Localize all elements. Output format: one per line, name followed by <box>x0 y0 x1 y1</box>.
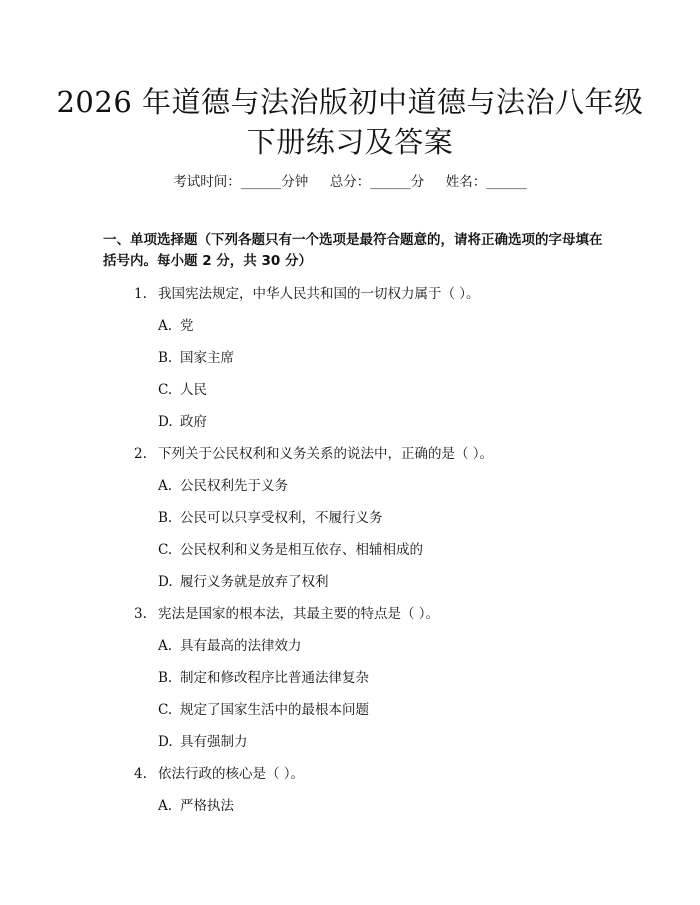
option-text: 国家主席 <box>180 350 234 366</box>
option-2a <box>158 474 288 494</box>
section-heading: 一、单项选择题（下列各题只有一个选项是最符合题意的，请将正确选项的字母填在括号内。每小题 2 分，共 30 分） <box>103 232 603 269</box>
option-2b <box>158 506 383 526</box>
question-3 <box>134 602 439 622</box>
question-text: 依法行政的核心是（ ）。 <box>158 766 305 782</box>
question-number: 1. <box>134 286 147 302</box>
question-1 <box>134 282 480 302</box>
option-text: 公民可以只享受权利，不履行义务 <box>180 510 383 526</box>
option-letter: A. <box>158 318 173 334</box>
option-2d <box>158 570 329 590</box>
option-letter: C. <box>158 542 173 558</box>
option-letter: C. <box>158 702 173 718</box>
question-2 <box>134 442 493 462</box>
option-1d <box>158 410 207 430</box>
option-letter: D. <box>158 414 173 430</box>
option-text: 制定和修改程序比普通法律复杂 <box>180 670 369 686</box>
question-number: 2. <box>134 446 147 462</box>
option-text: 严格执法 <box>180 798 234 814</box>
option-3a <box>158 634 302 654</box>
option-1c <box>158 378 207 398</box>
option-text: 党 <box>180 318 194 334</box>
question-number: 3. <box>134 606 147 622</box>
question-text: 我国宪法规定，中华人民共和国的一切权力属于（ ）。 <box>158 286 480 302</box>
option-letter: A. <box>158 478 173 494</box>
option-3d <box>158 730 248 750</box>
option-text: 政府 <box>180 414 207 430</box>
option-text: 公民权利先于义务 <box>180 478 288 494</box>
option-letter: D. <box>158 734 173 750</box>
question-text: 宪法是国家的根本法，其最主要的特点是（ ）。 <box>158 606 440 622</box>
title-line-2: 下册练习及答案 <box>246 125 454 159</box>
title-line-1: 2026 年道德与法治版初中道德与法治八年级 <box>56 85 644 119</box>
question-4 <box>134 762 304 782</box>
option-text: 规定了国家生活中的最根本问题 <box>180 702 369 718</box>
option-text: 履行义务就是放弃了权利 <box>180 574 329 590</box>
option-3c <box>158 698 369 718</box>
option-4a <box>158 794 234 814</box>
option-letter: D. <box>158 574 173 590</box>
option-letter: B. <box>158 510 173 526</box>
option-letter: B. <box>158 670 173 686</box>
option-text: 具有强制力 <box>180 734 248 750</box>
option-text: 人民 <box>180 382 207 398</box>
option-letter: C. <box>158 382 173 398</box>
exam-info-line: 考试时间：______分钟 总分：______分 姓名：______ <box>173 174 527 190</box>
option-letter: B. <box>158 350 173 366</box>
option-3b <box>158 666 369 686</box>
option-letter: A. <box>158 798 173 814</box>
option-text: 具有最高的法律效力 <box>180 638 302 654</box>
option-1a <box>158 314 194 334</box>
option-2c <box>158 538 423 558</box>
option-1b <box>158 346 234 366</box>
document-title <box>40 82 660 162</box>
question-number: 4. <box>134 766 147 782</box>
question-text: 下列关于公民权利和义务关系的说法中，正确的是（ ）。 <box>158 446 494 462</box>
option-text: 公民权利和义务是相互依存、相辅相成的 <box>180 542 423 558</box>
option-letter: A. <box>158 638 173 654</box>
